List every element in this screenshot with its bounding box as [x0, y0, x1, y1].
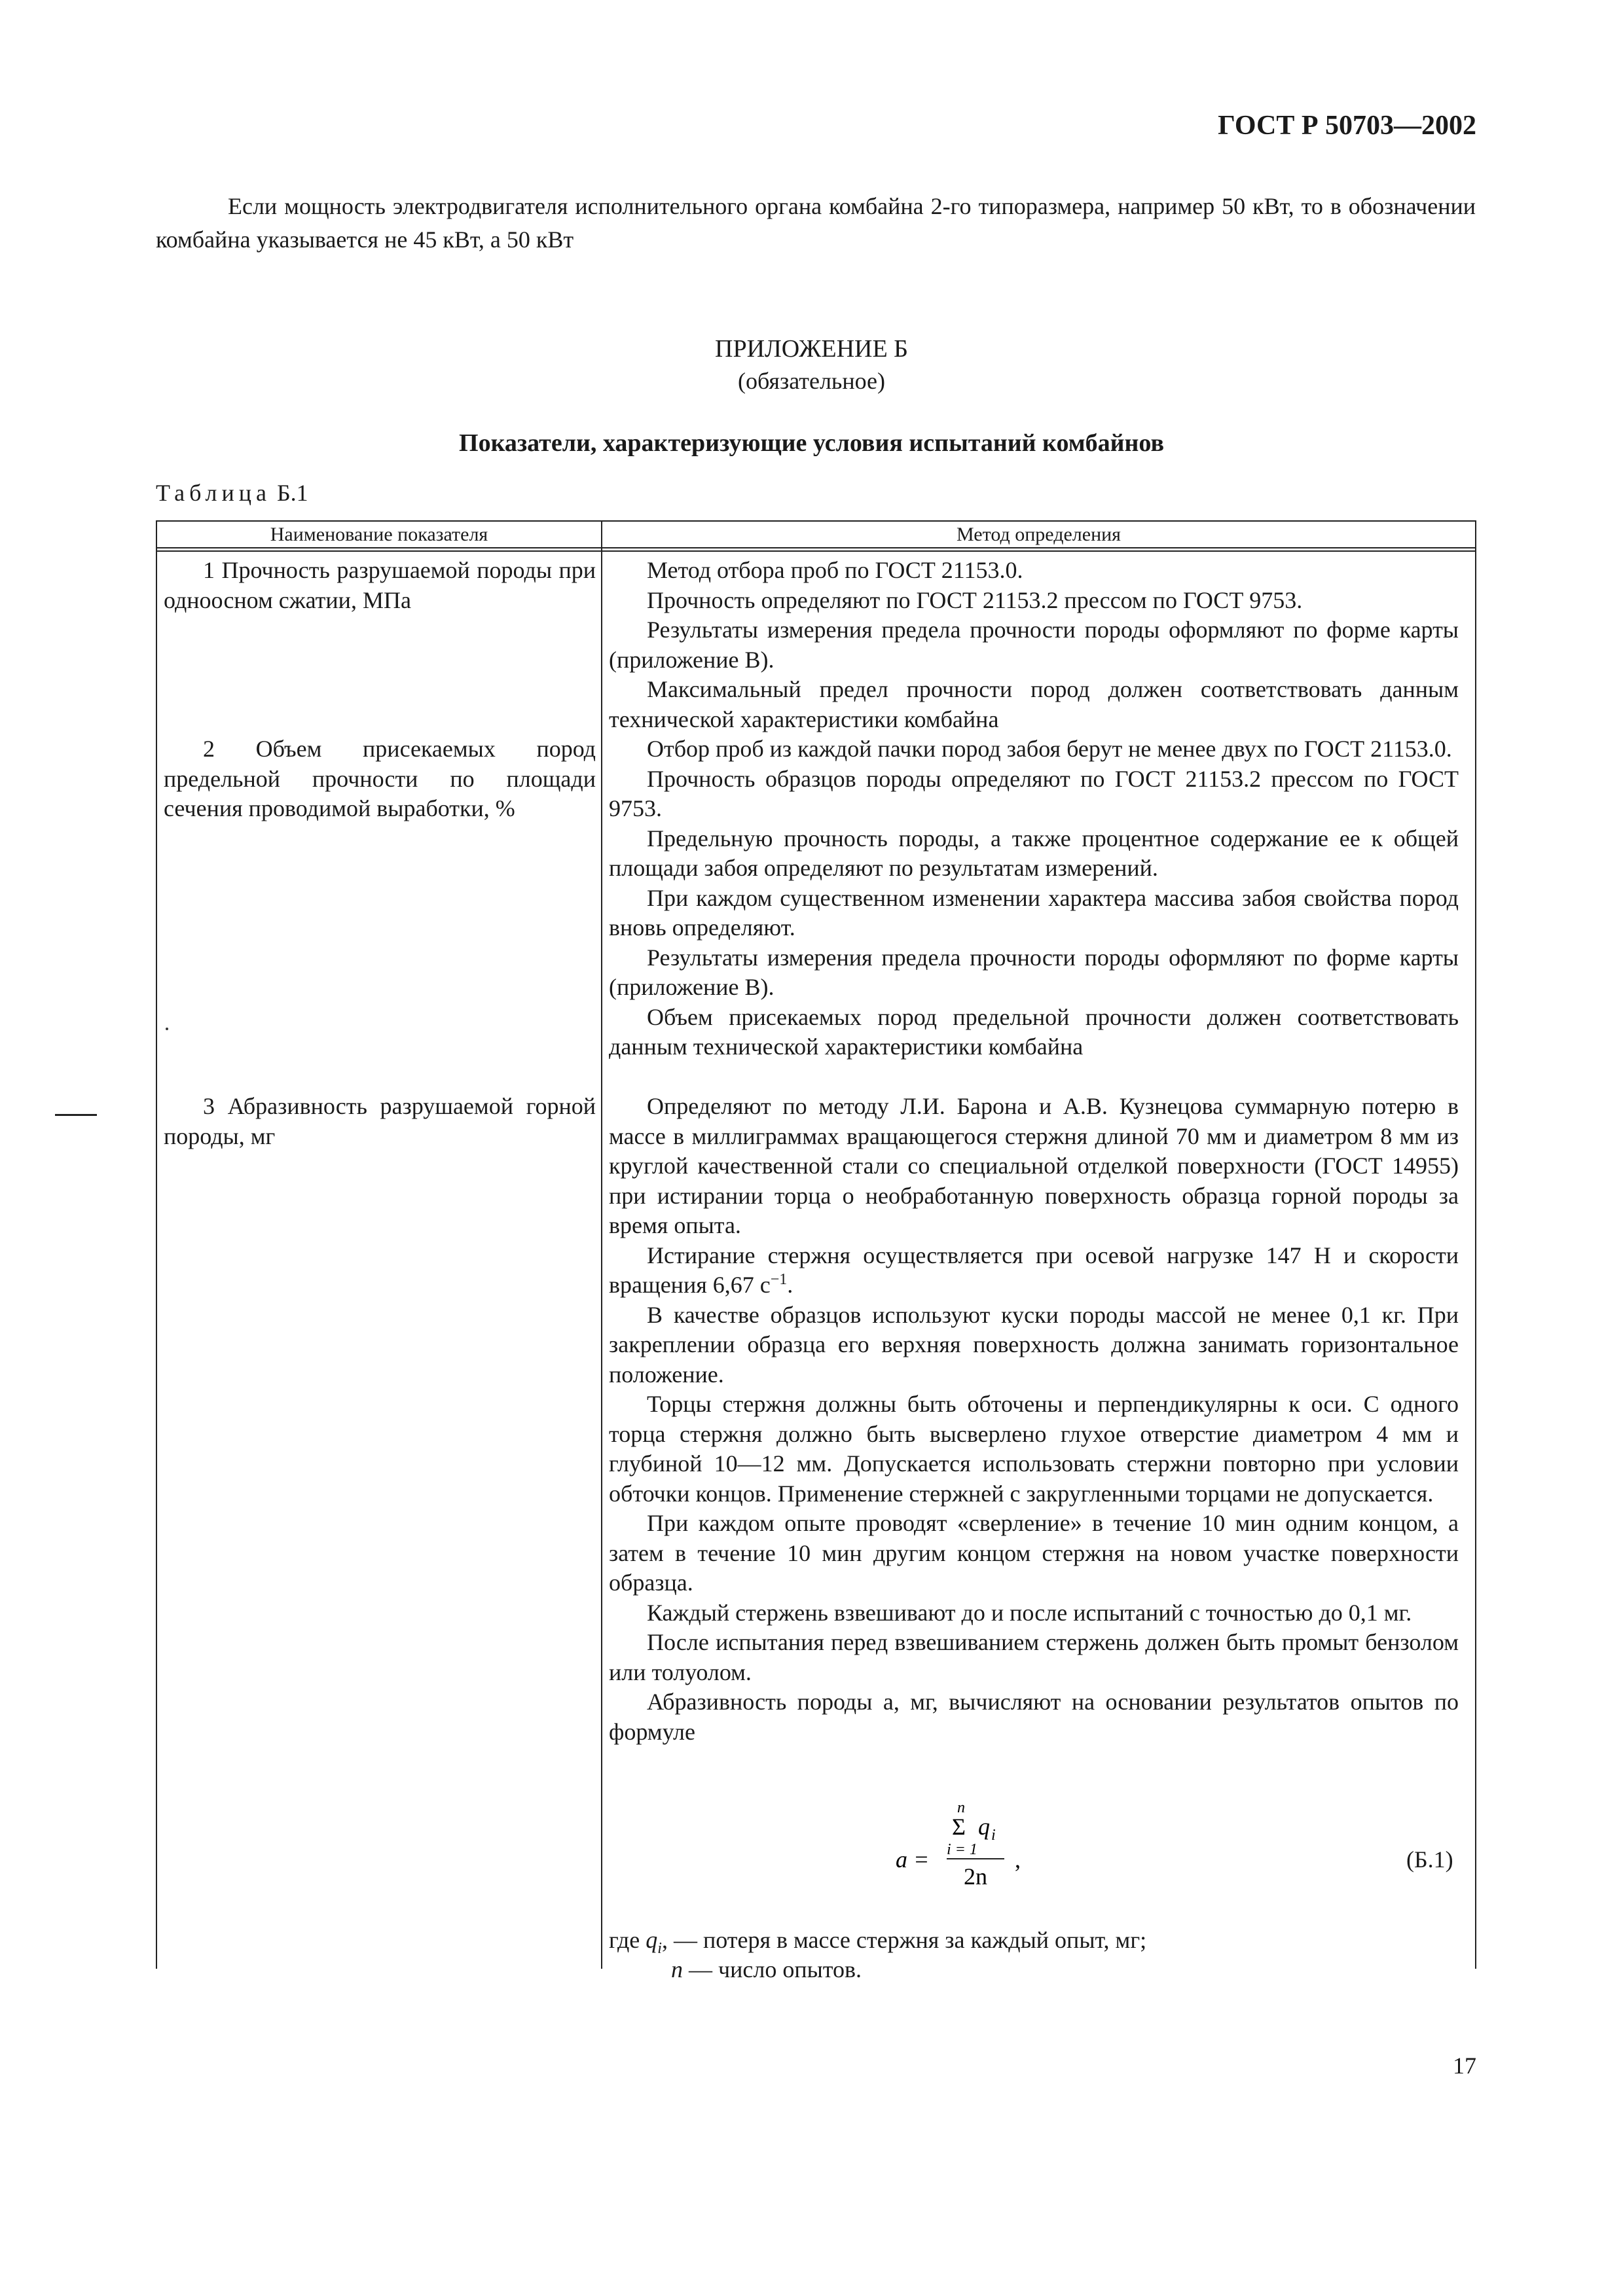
- margin-mark: [55, 1114, 97, 1116]
- where-line-q: где $q_i$, — потеря в массе стержня за каждый опыт, мг;: [609, 1927, 1147, 1958]
- table-right-border: [1475, 520, 1476, 1969]
- where-line-n: n — число опытов.: [671, 1956, 862, 1982]
- formula-lower-limit: i = 1: [947, 1841, 977, 1858]
- appendix-title: ПРИЛОЖЕНИЕ Б: [715, 335, 908, 363]
- table-left-border: [156, 520, 157, 1969]
- formula-trailing-comma: ,: [1015, 1846, 1021, 1873]
- table-top-border: [156, 520, 1476, 522]
- appendix-status: (обязательное): [738, 368, 885, 394]
- table-header-divider-double: [156, 550, 1476, 552]
- row-2-method: [609, 734, 1459, 1062]
- formula-term: q: [978, 1814, 990, 1840]
- exponent: −1: [770, 1271, 788, 1288]
- formula-upper-limit: n: [957, 1799, 965, 1816]
- method-paragraph: Торцы стержня должны быть обточены и перпендикулярны к оси. С одного торца стержня должно быть высверлено глухое отверстие диаметром 4 мм и глубиной 10—12 мм. Допускается использовать стержни повторно при условии обточки концов. Применение стержней с закругленными торцами не допускается.: [609, 1391, 1459, 1507]
- page-number: 17: [1453, 2053, 1476, 2079]
- method-paragraph: Истирание стержня осуществляется при осевой нагрузке 147 Н и скорости вращения 6,67 $с^{-1}$.: [609, 1242, 1459, 1298]
- method-paragraph: При каждом существенном изменении характера массива забоя свойства пород вновь определяют.: [609, 884, 1459, 941]
- table-caption: [156, 479, 308, 507]
- formula-sigma: Σ: [952, 1814, 966, 1840]
- row-3-method: [609, 1092, 1459, 1747]
- fraction-bar: [947, 1858, 1004, 1859]
- section-heading: Показатели, характеризующие условия испытаний комбайнов: [459, 429, 1164, 457]
- row-2-name: 2 Объем присекаемых пород предельной прочности по площади сечения проводимой выработки, %: [164, 736, 596, 821]
- method-paragraph: Определяют по методу Л.И. Барона и А.В. Кузнецова суммарную потерю в массе в миллиграммах вращающегося стержня длиной 70 мм и диаметром 8 мм из круглой качественной стали со специальной отделкой поверхности (ГОСТ 14955) при истирании торца о необработанную поверхность образца горной породы за время опыта.: [609, 1093, 1459, 1238]
- method-paragraph: Каждый стержень взвешивают до и после испытаний с точностью до 0,1 мг.: [647, 1599, 1412, 1626]
- column-header-method: Метод определения: [957, 524, 1121, 545]
- method-paragraph: Результаты измерения предела прочности породы оформляют по форме карты (приложение В).: [609, 944, 1459, 1000]
- formula-lhs: a =: [896, 1846, 930, 1873]
- method-paragraph: В качестве образцов используют куски породы массой не менее 0,1 кг. При закреплении образца его верхняя поверхность должна занимать горизонтальное положение.: [609, 1301, 1459, 1388]
- method-paragraph: Прочность образцов породы определяют по ГОСТ 21153.2 прессом по ГОСТ 9753.: [609, 765, 1459, 821]
- table-caption-word: Таблица: [156, 480, 271, 506]
- stray-dot: [166, 1028, 168, 1030]
- intro-paragraph: [156, 190, 1476, 257]
- method-paragraph: Максимальный предел прочности пород должен соответствовать данным технической характеристики комбайна: [609, 676, 1459, 732]
- formula-b1: [894, 1797, 1045, 1895]
- table-column-divider: [601, 520, 602, 1969]
- column-header-name: Наименование показателя: [270, 524, 488, 545]
- row-1-name: 1 Прочность разрушаемой породы при одноосном сжатии, МПа: [164, 557, 596, 613]
- method-paragraph: Предельную прочность породы, а также процентное содержание ее к общей площади забоя определяют по результатам измерений.: [609, 825, 1459, 881]
- formula-denominator: 2n: [964, 1863, 987, 1890]
- formula-term-sub: i: [991, 1827, 996, 1844]
- formula-number: (Б.1): [1406, 1846, 1453, 1873]
- method-paragraph: Метод отбора проб по ГОСТ 21153.0.: [647, 557, 1023, 583]
- document-code-header: ГОСТ Р 50703—2002: [1218, 111, 1476, 141]
- row-1-method: [609, 556, 1459, 734]
- table-caption-number: Б.1: [276, 480, 308, 506]
- row-3-name: 3 Абразивность разрушаемой горной породы, мг: [164, 1093, 596, 1149]
- method-paragraph: Отбор проб из каждой пачки пород забоя берут не менее двух по ГОСТ 21153.0.: [647, 736, 1452, 762]
- method-paragraph: При каждом опыте проводят «сверление» в течение 10 мин одним концом, а затем в течение 10 мин другим концом стержня на новом участке поверхности образца.: [609, 1510, 1459, 1596]
- method-paragraph: Объем присекаемых пород предельной прочности должен соответствовать данным технической характеристики комбайна: [609, 1003, 1459, 1060]
- method-paragraph: Прочность определяют по ГОСТ 21153.2 прессом по ГОСТ 9753.: [647, 586, 1303, 613]
- method-paragraph: После испытания перед взвешиванием стержень должен быть промыт бензолом или толуолом.: [609, 1629, 1459, 1685]
- method-paragraph: Абразивность породы a, мг, вычисляют на основании результатов опытов по формуле: [609, 1689, 1459, 1745]
- intro-text: Если мощность электродвигателя исполнительного органа комбайна 2-го типоразмера, например 50 кВт, то в обозначении комбайна указывается не 45 кВт, а 50 кВт: [156, 193, 1476, 253]
- table-header-divider: [156, 547, 1476, 548]
- method-paragraph: Результаты измерения предела прочности породы оформляют по форме карты (приложение В).: [609, 617, 1459, 673]
